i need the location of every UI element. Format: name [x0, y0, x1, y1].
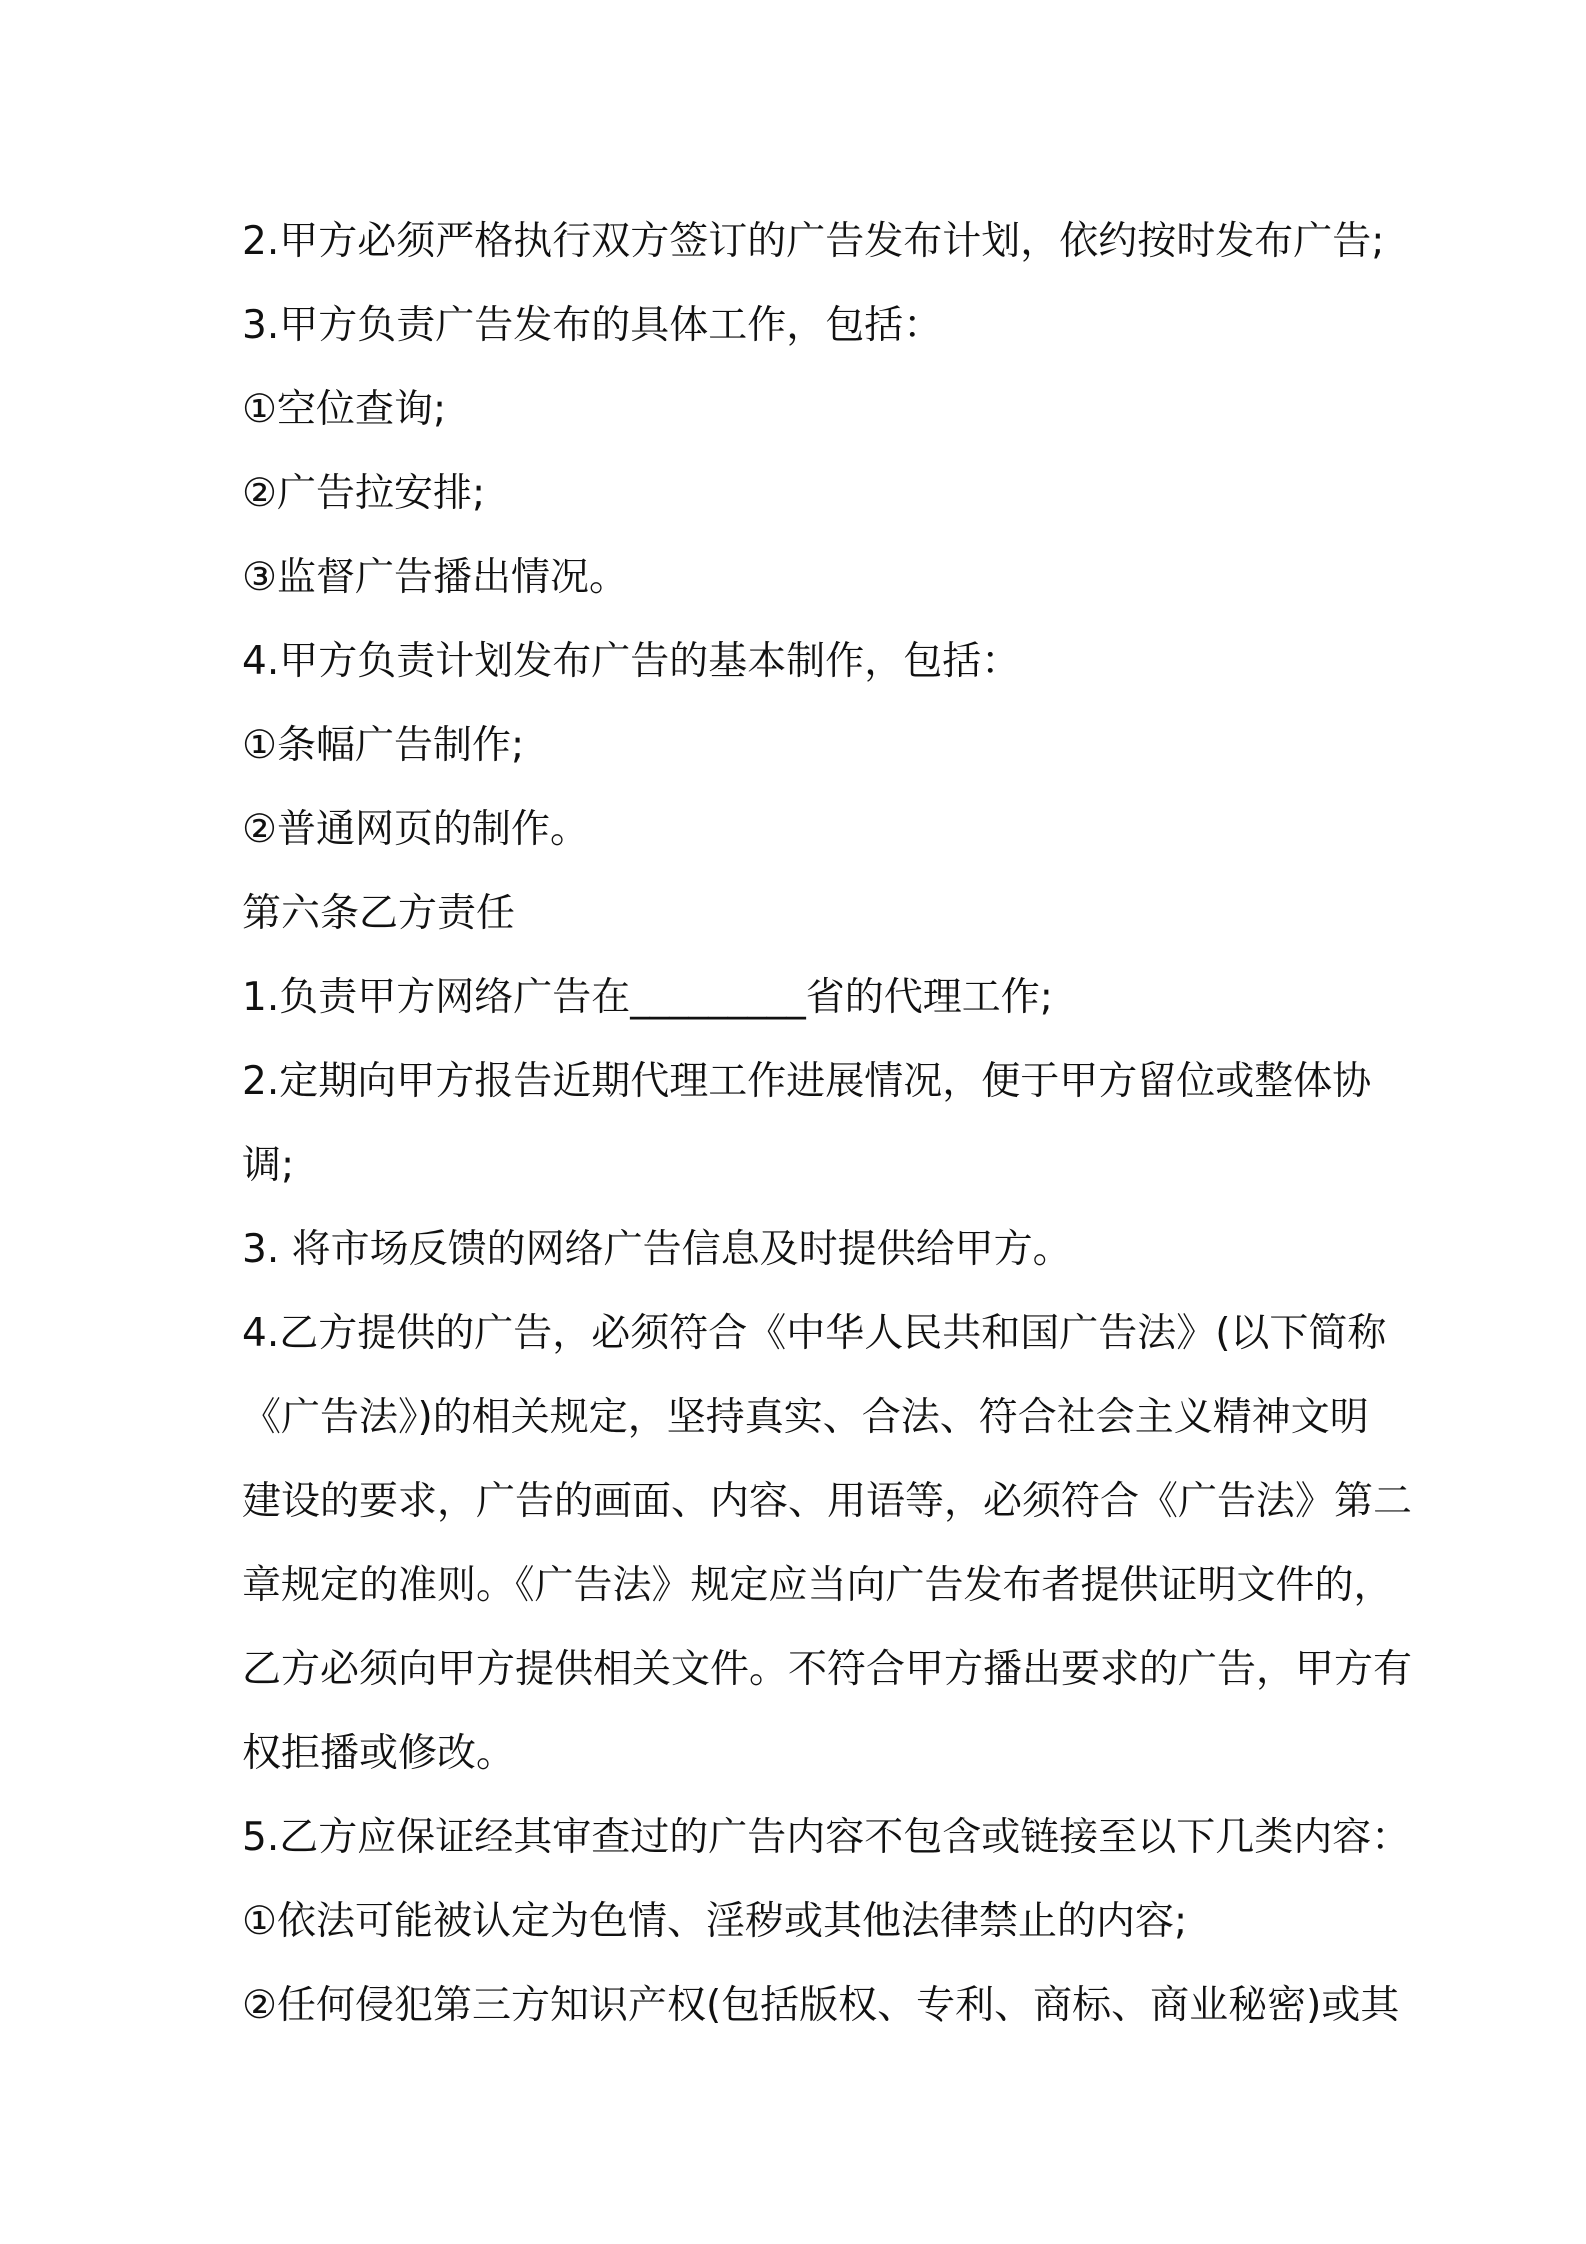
text-line: 权拒播或修改。	[242, 1731, 516, 1776]
text-line: ③监督广告播出情况。	[242, 555, 628, 600]
text-line: 建设的要求，广告的画面、内容、用语等，必须符合《广告法》第二	[242, 1479, 1413, 1524]
text-line: ①空位查询;	[242, 387, 447, 432]
text-line: 3. 将市场反馈的网络广告信息及时提供给甲方。	[242, 1227, 1072, 1272]
text-line: 2.定期向甲方报告近期代理工作进展情况，便于甲方留位或整体协	[242, 1059, 1372, 1104]
text-line: ②普通网页的制作。	[242, 807, 589, 852]
text-line: ①条幅广告制作;	[242, 723, 525, 768]
document-body	[242, 200, 1413, 2048]
section-heading: 第六条乙方责任	[242, 891, 516, 936]
text-line: ①依法可能被认定为色情、淫秽或其他法律禁止的内容;	[242, 1899, 1188, 1944]
text-line: 章规定的准则。《广告法》规定应当向广告发布者提供证明文件的，	[242, 1563, 1393, 1608]
text-line: 3.甲方负责广告发布的具体工作，包括：	[242, 303, 943, 348]
text-line: 4.乙方提供的广告，必须符合《中华人民共和国广告法》(以下简称	[242, 1311, 1387, 1356]
text-line: ②广告拉安排;	[242, 471, 486, 516]
text-line: 《广告法》)的相关规定，坚持真实、合法、符合社会主义精神文明	[242, 1395, 1369, 1440]
text-line: 调;	[242, 1143, 295, 1188]
text-line: 2.甲方必须严格执行双方签订的广告发布计划，依约按时发布广告;	[242, 219, 1385, 264]
text-line: 5.乙方应保证经其审查过的广告内容不包含或链接至以下几类内容：	[242, 1815, 1411, 1860]
text-line: ②任何侵犯第三方知识产权(包括版权、专利、商标、商业秘密)或其	[242, 1983, 1400, 2028]
text-line: 乙方必须向甲方提供相关文件。不符合甲方播出要求的广告，甲方有	[242, 1647, 1413, 1692]
text-line: 4.甲方负责计划发布广告的基本制作，包括：	[242, 639, 1021, 684]
text-line: 1.负责甲方网络广告在_________省的代理工作;	[242, 975, 1053, 1020]
